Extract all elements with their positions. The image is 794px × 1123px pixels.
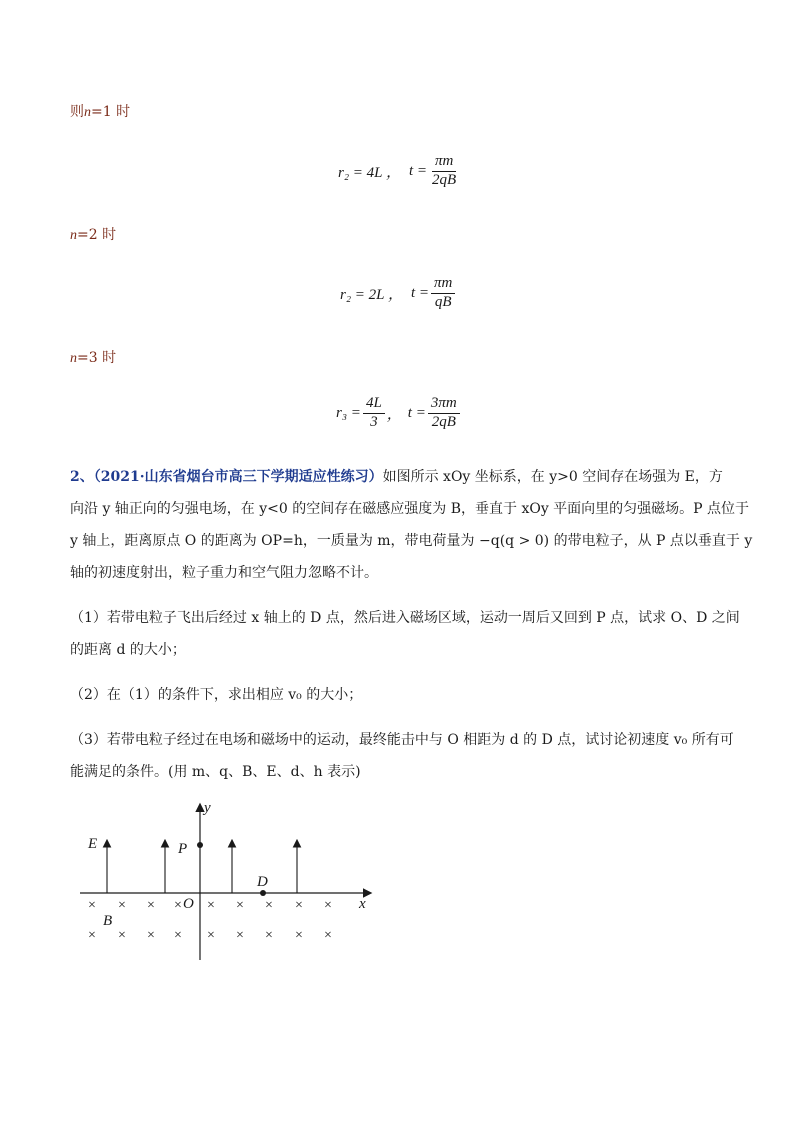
label-y: y — [204, 800, 211, 816]
case-var: n — [70, 228, 77, 243]
question-1-line-2: 的距离 d 的大小； — [70, 642, 186, 658]
problem-line-3: y 轴上，距离原点 O 的距离为 OP=h，一质量为 m，带电荷量为 −q(q > 0) 的带电粒子，从 P 点以垂直于 y — [70, 533, 753, 549]
question-1-line-1: （1）若带电粒子飞出后经过 x 轴上的 D 点，然后进入磁场区域，运动一周后又回到 P 点，试求 O、D 之间 — [70, 610, 740, 626]
case-rest: =2 时 — [77, 227, 117, 243]
case-var: n — [70, 351, 77, 366]
question-3-line-2: 能满足的条件。(用 m、q、B、E、d、h 表示) — [70, 764, 361, 780]
cross-mark: × — [174, 928, 182, 943]
cross-mark: × — [236, 928, 244, 943]
equation-t: t = — [407, 404, 426, 421]
question-3 — [70, 724, 734, 788]
cross-mark: × — [236, 898, 244, 913]
fraction-numerator: 3πm — [428, 396, 460, 414]
equation-t: t = — [411, 284, 430, 301]
fraction-denominator: qB — [434, 293, 452, 310]
cross-mark: × — [324, 928, 332, 943]
magnetic-field-crosses — [88, 898, 332, 943]
case-var: n — [84, 105, 91, 120]
equation-3 — [336, 396, 462, 431]
fraction-numerator: 4L — [363, 396, 385, 414]
equation-fraction — [431, 276, 455, 311]
label-x: x — [359, 896, 366, 912]
equation-1 — [338, 154, 461, 189]
cross-mark: × — [147, 898, 155, 913]
label-o: O — [183, 896, 194, 912]
cross-mark: × — [324, 898, 332, 913]
equation-t: t = — [409, 162, 428, 179]
case-label-n1 — [70, 101, 130, 121]
point-d — [260, 890, 266, 896]
label-b: B — [103, 913, 113, 929]
fraction-denominator: 2qB — [431, 413, 456, 430]
cross-mark: × — [118, 898, 126, 913]
equation-fraction — [429, 154, 459, 189]
question-2 — [70, 679, 730, 711]
cross-mark: × — [207, 928, 215, 943]
cross-mark: × — [88, 898, 96, 913]
label-e: E — [88, 836, 98, 852]
case-prefix: 则 — [70, 104, 84, 120]
label-d: D — [257, 874, 268, 890]
fraction-numerator: πm — [431, 276, 455, 294]
problem-line-1 — [70, 461, 730, 493]
cross-mark: × — [265, 928, 273, 943]
cross-mark: × — [207, 898, 215, 913]
question-2-line: （2）在（1）的条件下，求出相应 v₀ 的大小； — [70, 687, 363, 703]
equation-fraction — [428, 396, 460, 431]
equation-2 — [340, 276, 457, 311]
equation-lhs: r₂ = 4L ， — [338, 164, 401, 181]
cross-mark: × — [88, 928, 96, 943]
problem-text: 如图所示 xOy 坐标系，在 y>0 空间存在场强为 E，方 — [382, 469, 723, 485]
problem-line-4: 轴的初速度射出，粒子重力和空气阻力忽略不计。 — [70, 565, 378, 581]
problem-statement — [70, 461, 753, 589]
problem-number: 2、 — [70, 469, 94, 485]
fraction-numerator: πm — [432, 154, 456, 172]
cross-mark: × — [295, 928, 303, 943]
case-rest: =3 时 — [77, 350, 117, 366]
fraction-denominator: 3 — [370, 413, 378, 430]
equation-comma: ， — [386, 406, 402, 423]
cross-mark: × — [265, 898, 273, 913]
fraction-denominator: 2qB — [432, 171, 457, 188]
problem-source: （2021·山东省烟台市高三下学期适应性练习） — [93, 469, 383, 485]
cross-mark: × — [147, 928, 155, 943]
point-p — [197, 842, 203, 848]
label-p: P — [178, 841, 188, 857]
cross-mark: × — [174, 898, 182, 913]
question-3-line-1: （3）若带电粒子经过在电场和磁场中的运动，最终能击中与 O 相距为 d 的 D 点，试讨论初速度 v₀ 所有可 — [70, 732, 734, 748]
equation-lhs: r₃ = — [336, 404, 361, 421]
field-diagram — [70, 795, 390, 965]
case-label-n3 — [70, 347, 116, 367]
case-label-n2 — [70, 224, 116, 244]
equation-lhs: r₂ = 2L ， — [340, 286, 403, 303]
problem-line-2: 向沿 y 轴正向的匀强电场，在 y<0 的空间存在磁感应强度为 B，垂直于 xOy 平面向里的匀强磁场。P 点位于 — [70, 501, 750, 517]
cross-mark: × — [295, 898, 303, 913]
cross-mark: × — [118, 928, 126, 943]
question-1 — [70, 602, 740, 666]
case-rest: =1 时 — [91, 104, 131, 120]
equation-lhs-fraction — [363, 396, 385, 431]
